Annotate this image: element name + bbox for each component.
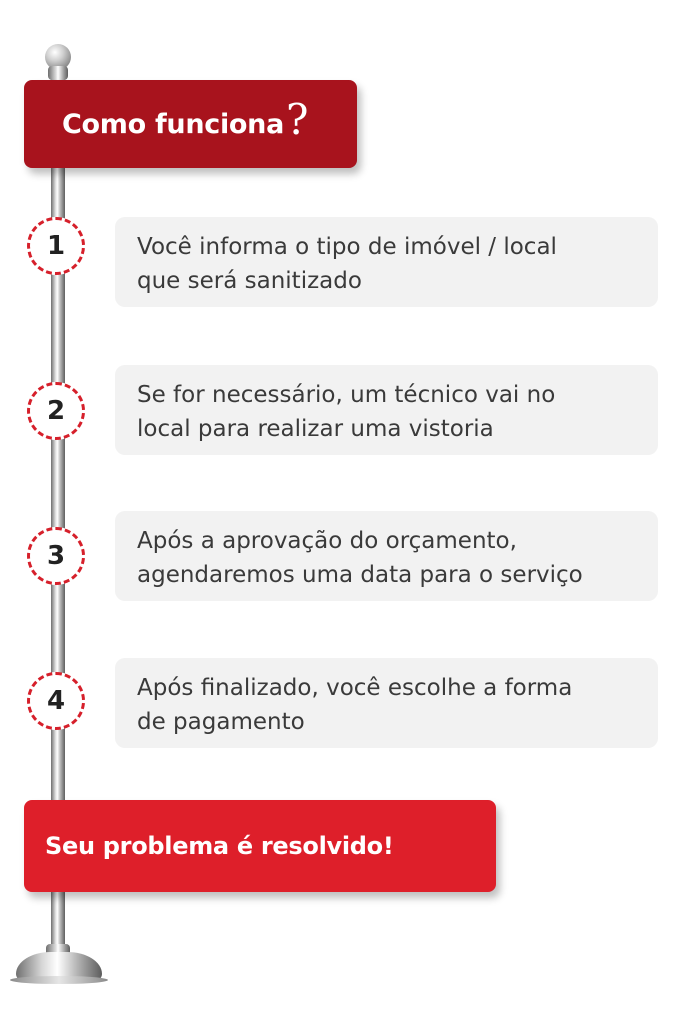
pole-base-foot xyxy=(10,976,108,984)
title-banner xyxy=(24,80,357,168)
step-2-card xyxy=(115,365,658,455)
step-text-line: Após finalizado, você escolhe a forma xyxy=(137,675,573,701)
step-number: 3 xyxy=(46,541,66,571)
step-1-card xyxy=(115,217,658,307)
step-number: 4 xyxy=(46,686,66,716)
step-text-line: que será sanitizado xyxy=(137,268,362,294)
step-1-marker xyxy=(27,217,85,275)
step-4-card xyxy=(115,658,658,748)
step-3-card xyxy=(115,511,658,601)
step-2-marker xyxy=(27,382,85,440)
step-text-line: Após a aprovação do orçamento, xyxy=(137,528,517,554)
step-number: 2 xyxy=(46,396,66,426)
step-3-marker xyxy=(27,527,85,585)
step-number: 1 xyxy=(46,231,66,261)
pole-finial-neck xyxy=(48,66,68,80)
step-text-line: local para realizar uma vistoria xyxy=(137,416,494,442)
result-banner xyxy=(24,800,496,892)
question-mark-icon: ? xyxy=(286,95,309,144)
page-title: Como funciona xyxy=(62,108,284,140)
step-text-line: Você informa o tipo de imóvel / local xyxy=(137,234,557,260)
step-text-line: Se for necessário, um técnico vai no xyxy=(137,382,556,408)
step-text-line: agendaremos uma data para o serviço xyxy=(137,562,583,588)
step-4-marker xyxy=(27,672,85,730)
step-text-line: de pagamento xyxy=(137,709,305,735)
result-text: Seu problema é resolvido! xyxy=(45,832,394,860)
